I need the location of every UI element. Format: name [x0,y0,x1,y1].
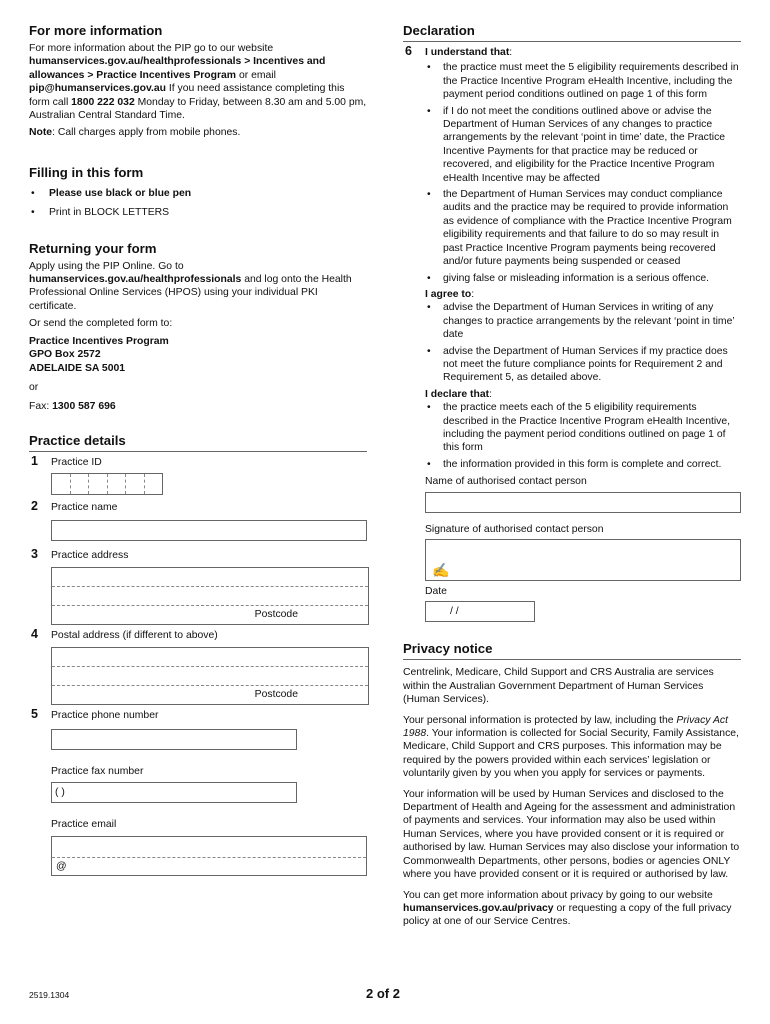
agree-list [425,301,741,384]
fax-label: Practice fax number [51,765,144,777]
list-item: • the practice must meet the 5 eligibility requirements described in the Practice Incentive Program eHealth Incentive, including the payment period conditions outlined on page 1 of this form [425,61,741,101]
declare-heading: I declare that [425,388,490,400]
more-info-heading: For more information [29,23,163,38]
right-column: Declaration 6 I understand that: • the practice must meet the 5 eligibility requirements described in the Practice Incentive Program eHealth Incentive, including the payment period conditions outlined on page 1 of this form • if I do not meet the conditions outlined above or advise the Department of Human Services of any changes to practice arrangements by the relevant ‘point in time’ date, the Practice Incentive Payments for that practice may be reduced or recovered, and eligibility for the Practice Incentive Program eHealth Incentive may be affected • the Department of Human Services may conduct compliance audits and the practice may be required to provide information as evidence of compliance with the Practice Incentive Program eligibility requirements and that failure to do so may result in past Practice Incentive Program payments being recovered and/or future payments being suspended or ceased • giving false or misleading information is a serious offence. I agree to: • advise the Department of Human Services in writing of any changes to practice arrangements by the relevant ‘point in time’ date • advise the Department of Human Services if my practice does not meet the future compliance points for Requirement 2 and Requirement 5, as detailed above. I declare that: • the practice meets each of the 5 eligibility requirements described in the Practice Incentive Program eHealth Incentive, including the payment period conditions outlined on page 1 of this form • the information provided in this form is complete and correct. Name of authorised contact person Signature of authorised contact person ✍ Date / / Privacy notice Centrelink, Medicare, Child Support and CRS Australia are services within the Australian Government Department of Human Services (Human Services). Your personal information is protected by law, including the Privacy Act 1988. Your information is collected for Social Security, Family Assistance, Medicare, Child Support and CRS purposes. This information may be required by the powers provided within each services’ legislation or voluntarily given by you when you apply for services or payments. Your information will be used by Human Services and disclosed to the Department of Health and Ageing for the assessment and administration of payments and services. Your information may also be used within Human Services, where you have provided consent or it is required or authorised by law. Human Services may also disclose your information to Commonwealth Departments, other persons, bodies or agencies ONLY where you have provided consent or it is required or authorised by law. You can get more information about privacy by going to our website humanservices.gov.au/privacy or requesting a copy of the full privacy policy at one of our Service Centres. [403,22,741,936]
email-label: Practice email [51,819,117,831]
contact-name-input[interactable] [425,492,741,513]
list-item: • if I do not meet the conditions outlined above or advise the Department of Human Services of any changes to practice arrangements by the relevant ‘point in time’ date, the Practice Incentive Payments for that practice may be reduced or recovered, and eligibility for the Practice Incentive Program eHealth Incentive may be affected [425,105,741,185]
postcode-label: Postcode [254,689,298,701]
question-3: 3 Practice address Postcode [29,549,367,625]
or-text: or [29,381,39,393]
postal-address-label: Postal address (if different to above) [51,629,218,641]
page-number: 2 of 2 [366,986,400,1001]
practice-id-input[interactable] [51,473,163,495]
pip-link[interactable]: humanservices.gov.au/healthprofessionals > Incentives and allowances > Practice Incentives Program [29,56,326,81]
pip-phone: 1800 222 032 [71,96,135,108]
postal-address: Practice Incentives Program GPO Box 2572 ADELAIDE SA 5001 [29,335,169,374]
practice-details-heading: Practice details [29,432,367,452]
question-1: 1 Practice ID [29,456,367,495]
list-item: • the Department of Human Services may conduct compliance audits and the practice may be required to provide information as evidence of compliance with the Practice Incentive Program eligibility requirements and that failure to do so may result in past Practice Incentive Program payments being recovered and/or future payments being suspended or ceased [425,188,741,268]
practice-name-input[interactable] [51,520,367,541]
email-input[interactable]: @ [51,836,367,876]
filling-heading: Filling in this form [29,164,144,180]
date-label: Date [425,586,447,597]
signature-label: Signature of authorised contact person [425,523,604,535]
privacy-text: Centrelink, Medicare, Child Support and CRS Australia are services within the Australian Government Department of Human Services (Human Services). Your personal information is protected by law, including the Privacy Act 1988. Your information is collected for Social Security, Family Assistance, Medicare, Child Support and CRS purposes. This information may be required by the powers provided within each services’ legislation or voluntarily given by you when you apply for services or payments. Your information will be used by Human Services and disclosed to the Department of Health and Ageing for the assessment and administration of payments and services. Your information may also be used within Human Services, where you have provided consent or it is required or authorised by law. Human Services may also disclose your information to Commonwealth Departments, other persons, bodies or agencies ONLY where you have provided consent or it is required or authorised by law. You can get more information about privacy by going to our website humanservices.gov.au/privacy or requesting a copy of the full privacy policy at one of our Service Centres. [403,667,740,928]
list-item: • giving false or misleading information is a serious offence. [425,272,741,285]
hpos-link[interactable]: humanservices.gov.au/healthprofessionals [29,274,242,286]
signature-input[interactable] [425,539,741,581]
list-item: • the practice meets each of the 5 eligibility requirements described in the Practice Incentive Program eHealth Incentive, including the payment period conditions outlined on page 1 of this form [425,401,741,455]
postal-address-input[interactable] [51,647,369,705]
list-item: • Please use black or blue pen [29,187,367,200]
more-info-text: For more information about the PIP go to our website humanservices.gov.au/healthprofessionals > Incentives and allowances > Practice Incentives Program or email pip@humanservices.gov.au If you need assistance completing this form call 1800 222 032 Monday to Friday, between 8.30 am and 5.00 pm, Australian Central Standard Time. [29,43,367,122]
list-item: • the information provided in this form is complete and correct. [425,458,741,471]
note: Note: Call charges apply from mobile phones. [29,127,241,139]
practice-name-label: Practice name [51,502,118,514]
fax-input[interactable]: ( ) [51,782,297,803]
practice-address-label: Practice address [51,549,129,561]
postcode-label: Postcode [254,608,298,620]
returning-text: Apply using the PIP Online. Go to humanservices.gov.au/healthprofessionals and log onto the Health Professional Online Services (HPOS) using your individual PKI certificate. [29,260,352,312]
phone-label: Practice phone number [51,710,159,722]
declare-list [425,401,741,471]
understand-heading: I understand that [425,47,510,58]
date-input[interactable]: / / [425,601,535,622]
fax-line: Fax: 1300 587 696 [29,401,116,413]
pen-signature-icon: ✍ [432,561,450,578]
filling-list [29,187,367,220]
privacy-heading: Privacy notice [403,640,741,660]
phone-input[interactable] [51,729,297,750]
question-6: 6 I understand that: • the practice must meet the 5 eligibility requirements described in the Practice Incentive Program eHealth Incentive, including the payment period conditions outlined on page 1 of this form • if I do not meet the conditions outlined above or advise the Department of Human Services of any changes to practice arrangements by the relevant ‘point in time’ date, the Practice Incentive Payments for that practice may be reduced or recovered, and eligibility for the Practice Incentive Program eHealth Incentive may be affected • the Department of Human Services may conduct compliance audits and the practice may be required to provide information as evidence of compliance with the Practice Incentive Program eligibility requirements and that failure to do so may result in past Practice Incentive Program payments being recovered and/or future payments being suspended or ceased • giving false or misleading information is a serious offence. [403,46,741,285]
question-5: 5 Practice phone number Practice fax number ( ) Practice email @ [29,709,367,875]
understand-list [425,61,741,285]
practice-address-input[interactable] [51,567,369,625]
question-2: 2 Practice name [29,501,367,540]
agree-heading: I agree to [425,288,472,300]
pip-email[interactable]: pip@humanservices.gov.au [29,83,166,95]
form-code: 2519.1304 [29,990,70,1000]
list-item: • advise the Department of Human Services in writing of any changes to practice arrangements by the relevant ‘point in time’ date [425,301,741,341]
send-to: Or send the completed form to: [29,318,173,330]
question-4: 4 Postal address (if different to above) Postcode [29,629,367,705]
returning-heading: Returning your form [29,240,157,256]
left-column [29,22,367,876]
list-item: • advise the Department of Human Services if my practice does not meet the future compliance points for Requirement 2 and Requirement 5, as detailed above. [425,345,741,385]
contact-name-label: Name of authorised contact person [425,476,587,488]
privacy-link[interactable]: humanservices.gov.au/privacy [403,902,554,914]
list-item: • Print in BLOCK LETTERS [29,206,367,219]
practice-id-label: Practice ID [51,456,102,468]
declaration-heading: Declaration [403,22,741,42]
